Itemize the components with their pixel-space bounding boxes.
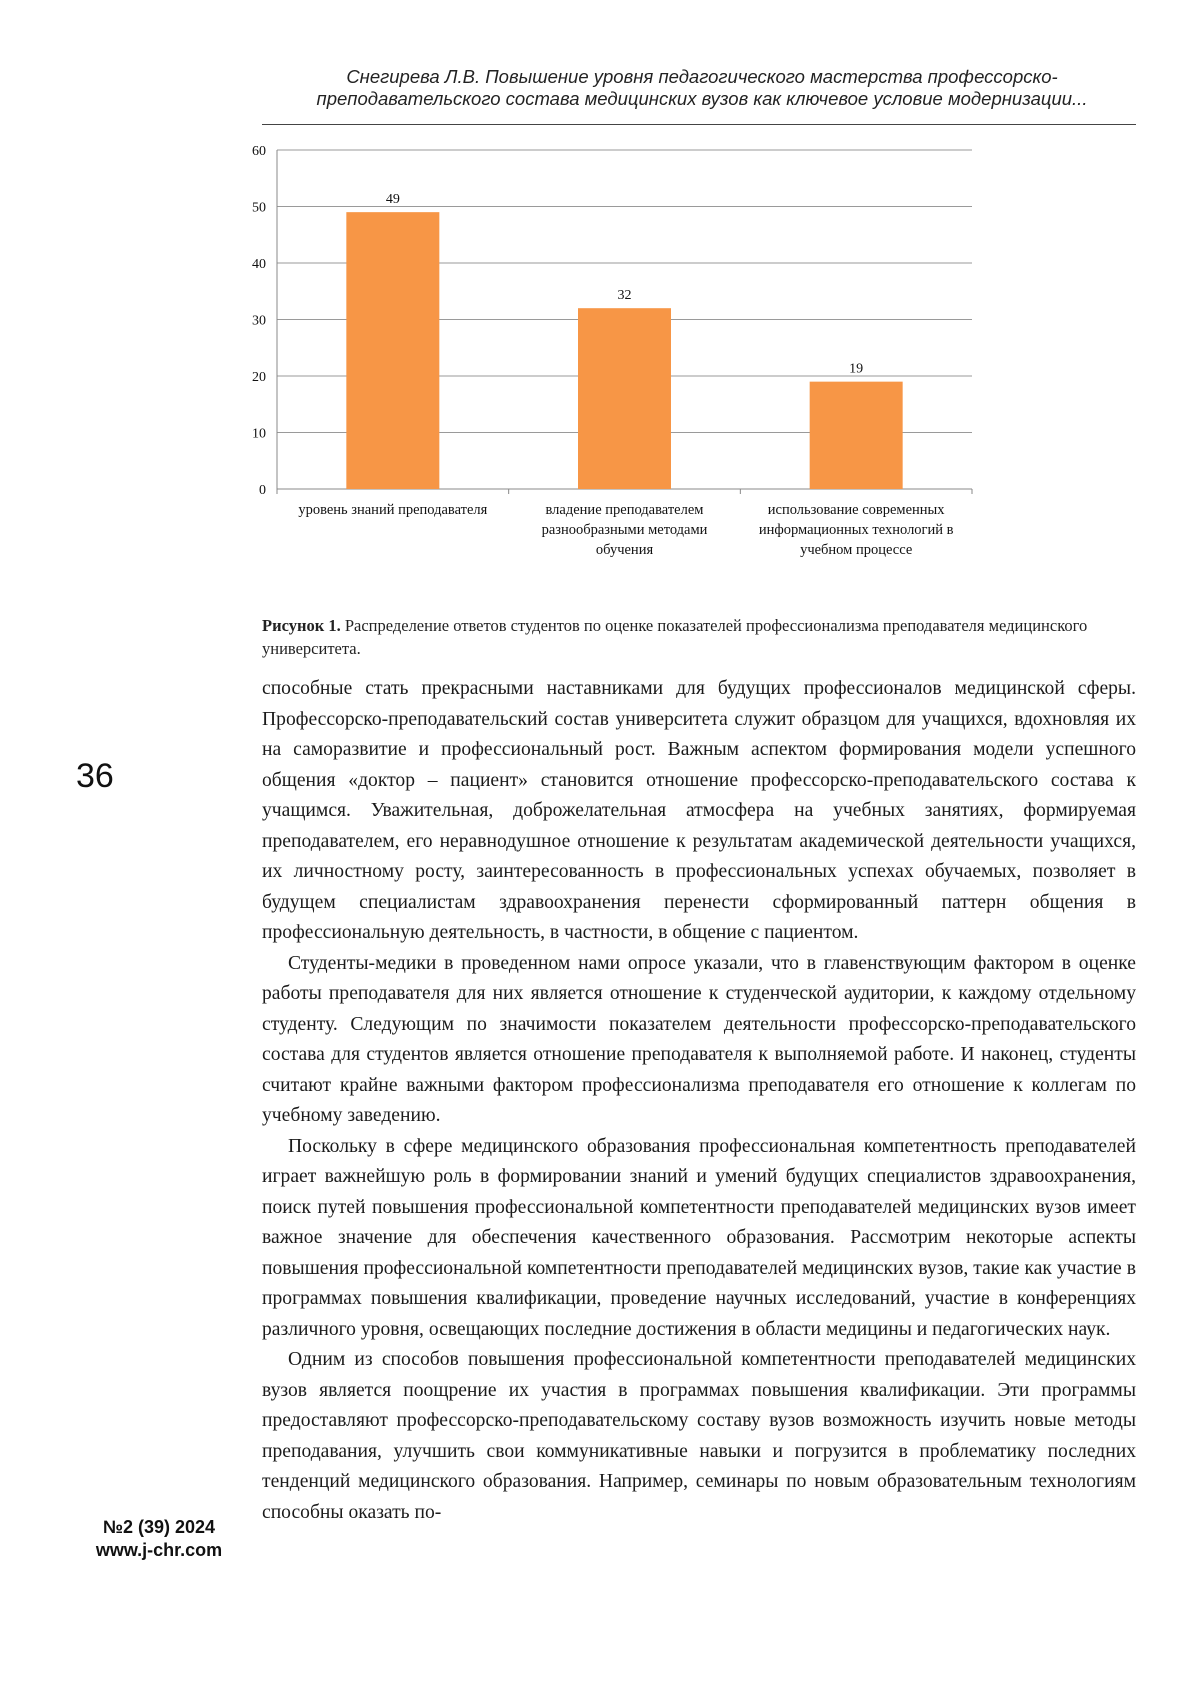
category-label: обучения [595,542,654,558]
figure-caption-text: Распределение ответов студентов по оценке показателей профессионализма преподавателя медицинского университета. [262,616,1088,658]
category-label: разнообразными методами [541,522,708,538]
running-header-line-2: преподавательского состава медицинских вузов как ключевое условие модернизации... [316,88,1088,109]
running-header-line-1: Снегирева Л.В. Повышение уровня педагогического мастерства профессорско- [346,66,1058,87]
category-label: использование современных [767,502,945,518]
y-tick-label: 10 [252,426,266,442]
data-label: 32 [617,288,632,304]
y-tick-label: 50 [252,200,266,216]
category-label: информационных технологий в [758,522,954,538]
figure-caption-label: Рисунок 1. [262,616,341,635]
category-label: владение преподавателем [545,502,704,518]
paragraph-2: Студенты-медики в проведенном нами опросе указали, что в главенствующим фактором в оценке работы преподавателя для них является отношение к студенческой аудитории, к каждому отдельному студенту. Следующим по значимости показателем деятельности профессорско-преподавательского состава для студентов является отношение преподавателя к выполняемой работе. И наконец, студенты считают крайне важными фактором профессионализма преподавателя его отношение к коллегам по учебному заведению. [262,952,1136,1126]
bar-chart [252,144,1138,610]
paragraph-4: Одним из способов повышения профессиональной компетентности преподавателей медицинских вузов является поощрение их участия в программах повышения квалификации. Эти программы предоставляют профессорско-преподавательскому составу вузов возможность изучить новые методы преподавания, улучшить свои коммуникативные навыки и погрузится в проблематику последних тенденций медицинского образования. Например, семинары по новым образовательным технологиям способны оказать по- [262,1349,1136,1523]
y-tick-label: 40 [252,257,266,272]
running-header [262,66,1142,110]
category-label: уровень знаний преподавателя [298,502,488,518]
data-label: 49 [385,192,400,208]
page-number: 36 [76,757,114,795]
article-body [262,674,1136,1528]
bar [578,308,671,489]
header-rule [262,124,1136,125]
chart-bars [346,212,902,489]
paragraph-1: способные стать прекрасными наставниками для будущих профессионалов медицинской сферы. Профессорско-преподавательский состав университета служит образцом для учащихся, вдохновляя их на саморазвитие и профессиональный рост. Важным аспектом формирования модели успешного общения «доктор – пациент» становится отношение профессорско-преподавательского состава к учащимся. Уважительная, доброжелательная атмосфера на учебных занятиях, формируемая преподавателем, его неравнодушное отношение к результатам академической деятельности учащихся, их личностному росту, заинтересованность в профессиональных успехах обучаемых, позволяет в будущем специалистам здравоохранения перенести сформированный паттерн общения в профессиональную деятельность, в частности, в общение с пациентом. [262,678,1136,943]
paragraph-3: Поскольку в сфере медицинского образования профессиональная компетентность преподавателей играет важнейшую роль в формировании знаний и умений будущих специалистов здравоохранения, поиск путей повышения профессиональной компетентности преподавателей медицинских вузов имеет важное значение для обеспечения качественного образования. Рассмотрим некоторые аспекты повышения профессиональной компетентности преподавателей медицинских вузов, такие как участие в программах повышения квалификации, проведение научных исследований, участие в конференциях различного уровня, освещающих последние достижения в области медицины и педагогических наук. [262,1135,1136,1340]
figure-caption [262,614,1136,660]
bar [810,382,903,489]
y-tick-label: 20 [252,370,266,385]
issue-number: №2 (39) 2024 [102,1517,216,1537]
category-label: учебном процессе [800,542,913,558]
data-label: 19 [849,361,864,377]
journal-website: www.j-chr.com [95,1540,223,1560]
bar [346,212,439,489]
y-tick-label: 0 [259,483,266,498]
y-tick-label: 60 [252,144,266,159]
issue-info [84,1516,234,1562]
y-tick-label: 30 [252,313,266,329]
